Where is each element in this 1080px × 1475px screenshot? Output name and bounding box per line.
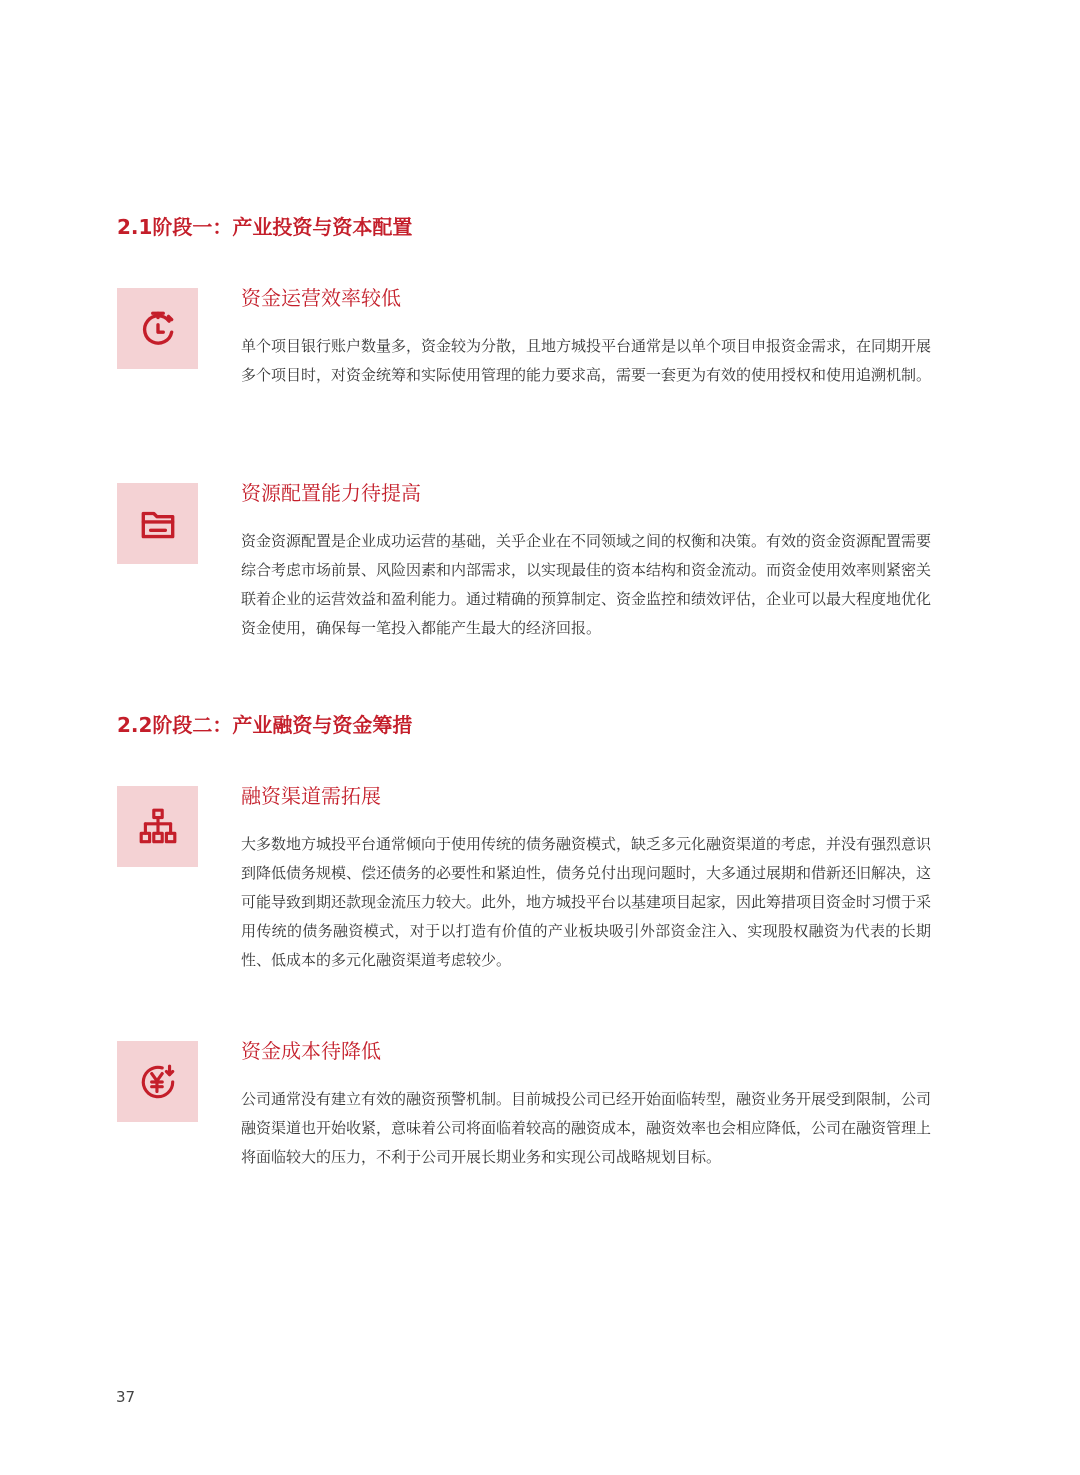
item-text: 单个项目银行账户数量多，资金较为分散，且地方城投平台通常是以单个项目申报资金需求，在同期开展多个项目时，对资金统筹和实际使用管理的能力要求高，需要一套更为有效的使用授权和使用追溯机制。 bbox=[241, 337, 932, 384]
icon-tile bbox=[117, 786, 198, 867]
item-title: 资金运营效率较低 bbox=[241, 286, 401, 310]
item-text: 大多数地方城投平台通常倾向于使用传统的债务融资模式，缺乏多元化融资渠道的考虑，并没有强烈意识到降低债务规模、偿还债务的必要性和紧迫性，债务兑付出现问题时，大多通过展期和借新还旧解决，这可能导致到期还款现金流压力较大。此外，地方城投平台以基建项目起家，因此筹措项目资金时习惯于采用传统的债务融资模式，对于以打造有价值的产业板块吸引外部资金注入、实现股权融资为代表的长期性、低成本的多元化融资渠道考虑较少。 bbox=[241, 835, 932, 969]
section-title-2-1: 2.1阶段一：产业投资与资本配置 bbox=[117, 215, 413, 239]
item-text: 资金资源配置是企业成功运营的基础，关乎企业在不同领域之间的权衡和决策。有效的资金资源配置需要综合考虑市场前景、风险因素和内部需求，以实现最佳的资本结构和资金流动。而资金使用效率则紧密关联着企业的运营效益和盈利能力。通过精确的预算制定、资金监控和绩效评估，企业可以最大程度地优化资金使用，确保每一笔投入都能产生最大的经济回报。 bbox=[241, 532, 932, 637]
page-number: 37 bbox=[116, 1388, 136, 1406]
section-title-2-2: 2.2阶段二：产业融资与资金筹措 bbox=[117, 713, 413, 737]
timer-icon bbox=[137, 308, 179, 350]
item-text: 公司通常没有建立有效的融资预警机制。目前城投公司已经开始面临转型，融资业务开展受到限制，公司融资渠道也开始收紧，意味着公司将面临着较高的融资成本，融资效率也会相应降低，公司在融资管理上将面临较大的压力，不利于公司开展长期业务和实现公司战略规划目标。 bbox=[241, 1090, 932, 1166]
org-chart-icon bbox=[137, 806, 179, 848]
icon-tile bbox=[117, 1041, 198, 1122]
item-title: 资金成本待降低 bbox=[241, 1039, 381, 1063]
item-title: 融资渠道需拓展 bbox=[241, 784, 381, 808]
yen-down-icon bbox=[137, 1061, 179, 1103]
item-title: 资源配置能力待提高 bbox=[241, 481, 421, 505]
icon-tile bbox=[117, 288, 198, 369]
folder-icon bbox=[137, 503, 179, 545]
icon-tile bbox=[117, 483, 198, 564]
